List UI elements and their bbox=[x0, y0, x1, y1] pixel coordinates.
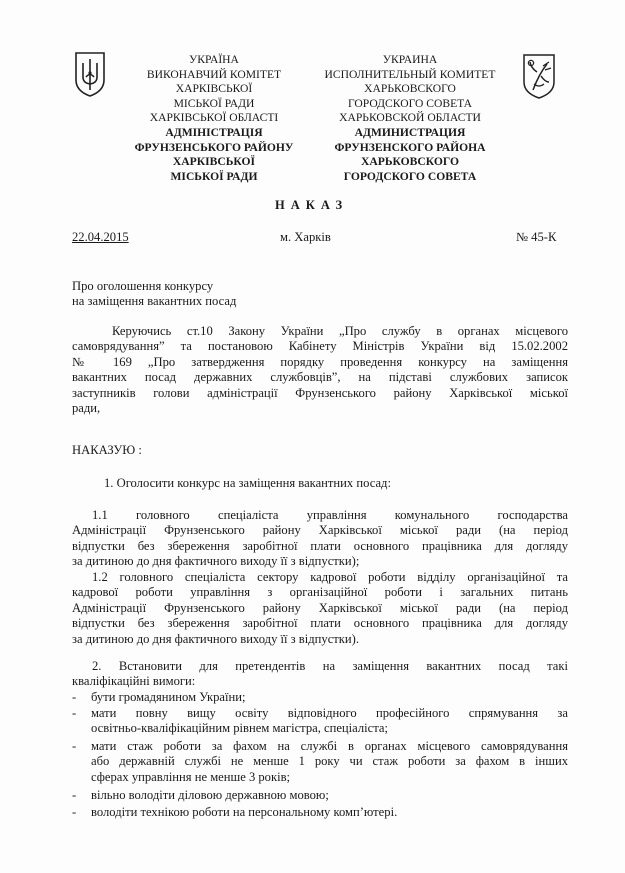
requirement-line: або державній службі не менше 1 року чи стаж роботи за фахом в інших bbox=[91, 754, 568, 769]
item-2-line: 2. Встановити для претендентів на заміщення вакантних посад такі bbox=[92, 659, 568, 673]
requirement-line: освітньо-кваліфікаційним рівнем магістра, спеціаліста; bbox=[91, 721, 388, 736]
preamble-line: № 169 „Про затвердження порядку проведення конкурсу на заміщення bbox=[72, 354, 568, 369]
preamble-line: ради, bbox=[72, 401, 101, 416]
preamble-paragraph bbox=[72, 324, 568, 416]
header-right-line: ГОРОДСКОГО СОВЕТА bbox=[347, 96, 473, 110]
header-left-line: ВИКОНАВЧИЙ КОМІТЕТ bbox=[146, 67, 282, 81]
requirement-item bbox=[72, 690, 568, 705]
preamble-line: заступників голови адміністрації Фрунзенського району Харківської міської bbox=[72, 385, 568, 400]
header-left-line: ХАРКІВСЬКОЇ ОБЛАСТІ bbox=[149, 111, 279, 125]
header-right-bold-line: ГОРОДСКОГО СОВЕТА bbox=[343, 169, 477, 183]
requirement-line: сферах управління не менше 3 років; bbox=[91, 769, 291, 784]
header-right-line: ХАРЬКОВСКОГО bbox=[364, 82, 456, 96]
header-left-line: МІСЬКОЇ РАДИ bbox=[173, 96, 255, 110]
subject-line: на заміщення вакантних посад bbox=[72, 294, 237, 309]
header-left bbox=[118, 53, 310, 184]
list-dash: - bbox=[72, 706, 77, 720]
requirement-item bbox=[72, 739, 568, 785]
item-1-2-line: відпустки без збереження заробітної плати основного працівника для догляду bbox=[72, 616, 568, 631]
preamble-line: самоврядування” та постановою Кабінету Міністрів України від 15.02.2002 bbox=[72, 339, 568, 354]
item-1-1-line: за дитиною до дня фактичного виходу її з відпустки); bbox=[72, 554, 360, 569]
order-city: м. Харків bbox=[280, 230, 331, 244]
item-1-1-line: 1.1 головного спеціаліста управління комунального господарства bbox=[92, 508, 568, 522]
header-left-bold-line: МІСЬКОЇ РАДИ bbox=[170, 169, 258, 183]
header-left-bold-line: АДМІНІСТРАЦІЯ bbox=[165, 125, 263, 139]
kharkiv-city-coat-of-arms-icon bbox=[521, 52, 557, 100]
list-dash: - bbox=[72, 690, 77, 704]
header-right-line: ХАРЬКОВСКОЙ ОБЛАСТИ bbox=[339, 111, 481, 125]
document-title: НАКАЗ bbox=[275, 198, 349, 212]
header-right-bold-line: ФРУНЗЕНСКОГО РАЙОНА bbox=[334, 140, 486, 154]
requirement-line: вільно володіти діловою державною мовою; bbox=[91, 788, 329, 802]
header-left-bold-line: ФРУНЗЕНСЬКОГО РАЙОНУ bbox=[134, 140, 294, 154]
item-1-1-paragraph bbox=[72, 508, 568, 570]
list-dash: - bbox=[72, 788, 77, 802]
header-left-bold-line: ХАРКІВСЬКОЇ bbox=[172, 155, 256, 169]
list-dash: - bbox=[72, 739, 77, 753]
item-1-1-line: Адміністрації Фрунзенського району Харківської міської ради (на період bbox=[72, 523, 568, 538]
item-2-line: кваліфікаційні вимоги: bbox=[72, 674, 196, 689]
trident-coat-of-arms-icon bbox=[73, 50, 107, 98]
item-1-2-line: кадрової роботи управління з організаційної роботи і загальних питань bbox=[72, 585, 568, 600]
requirement-line: мати стаж роботи за фахом на службі в органах місцевого самоврядування bbox=[91, 739, 568, 753]
item-1-2-line: за дитиною до дня фактичного виходу її з відпустки). bbox=[72, 631, 359, 646]
header-left-line: ХАРКІВСЬКОЇ bbox=[175, 82, 253, 96]
requirement-item bbox=[72, 805, 568, 820]
list-dash: - bbox=[72, 805, 77, 819]
item-1-2-line: Адміністрації Фрунзенського району Харківської міської ради (на період bbox=[72, 600, 568, 615]
requirement-line: володіти технікою роботи на персональному комп’ютері. bbox=[91, 805, 398, 819]
item-1-2-paragraph bbox=[72, 570, 568, 647]
preamble-line: вакантних посад державних службовців”, на підставі службових записок bbox=[72, 370, 568, 385]
preamble-line: Керуючись ст.10 Закону України „Про службу в органах місцевого bbox=[112, 324, 568, 338]
header-left-line: УКРАЇНА bbox=[189, 53, 239, 66]
header-right-bold-line: ХАРЬКОВСКОГО bbox=[361, 155, 459, 169]
item-1-1-line: відпустки без збереження заробітної плати основного працівника для догляду bbox=[72, 538, 568, 553]
order-number: № 45-К bbox=[516, 230, 557, 244]
item-1: 1. Оголосити конкурс на заміщення вакантних посад: bbox=[104, 476, 391, 490]
requirement-item bbox=[72, 706, 568, 737]
requirement-line: мати повну вищу освіту відповідного професійного спрямування за bbox=[91, 706, 568, 720]
item-2-paragraph bbox=[72, 659, 568, 690]
order-word: НАКАЗУЮ : bbox=[72, 443, 142, 457]
order-date: 22.04.2015 bbox=[72, 230, 129, 244]
order-subject bbox=[72, 279, 236, 310]
requirement-line: бути громадянином України; bbox=[91, 690, 246, 704]
subject-line: Про оголошення конкурсу bbox=[72, 279, 214, 293]
header-right bbox=[312, 53, 508, 184]
header-right-line: ИСПОЛНИТЕЛЬНЫЙ КОМИТЕТ bbox=[324, 67, 496, 81]
header-right-line: УКРАИНА bbox=[382, 53, 438, 66]
item-1-2-line: 1.2 головного спеціаліста сектору кадрової роботи відділу організаційної та bbox=[92, 570, 568, 584]
header-right-bold-line: АДМИНИСТРАЦИЯ bbox=[354, 125, 466, 139]
requirement-item bbox=[72, 788, 568, 803]
